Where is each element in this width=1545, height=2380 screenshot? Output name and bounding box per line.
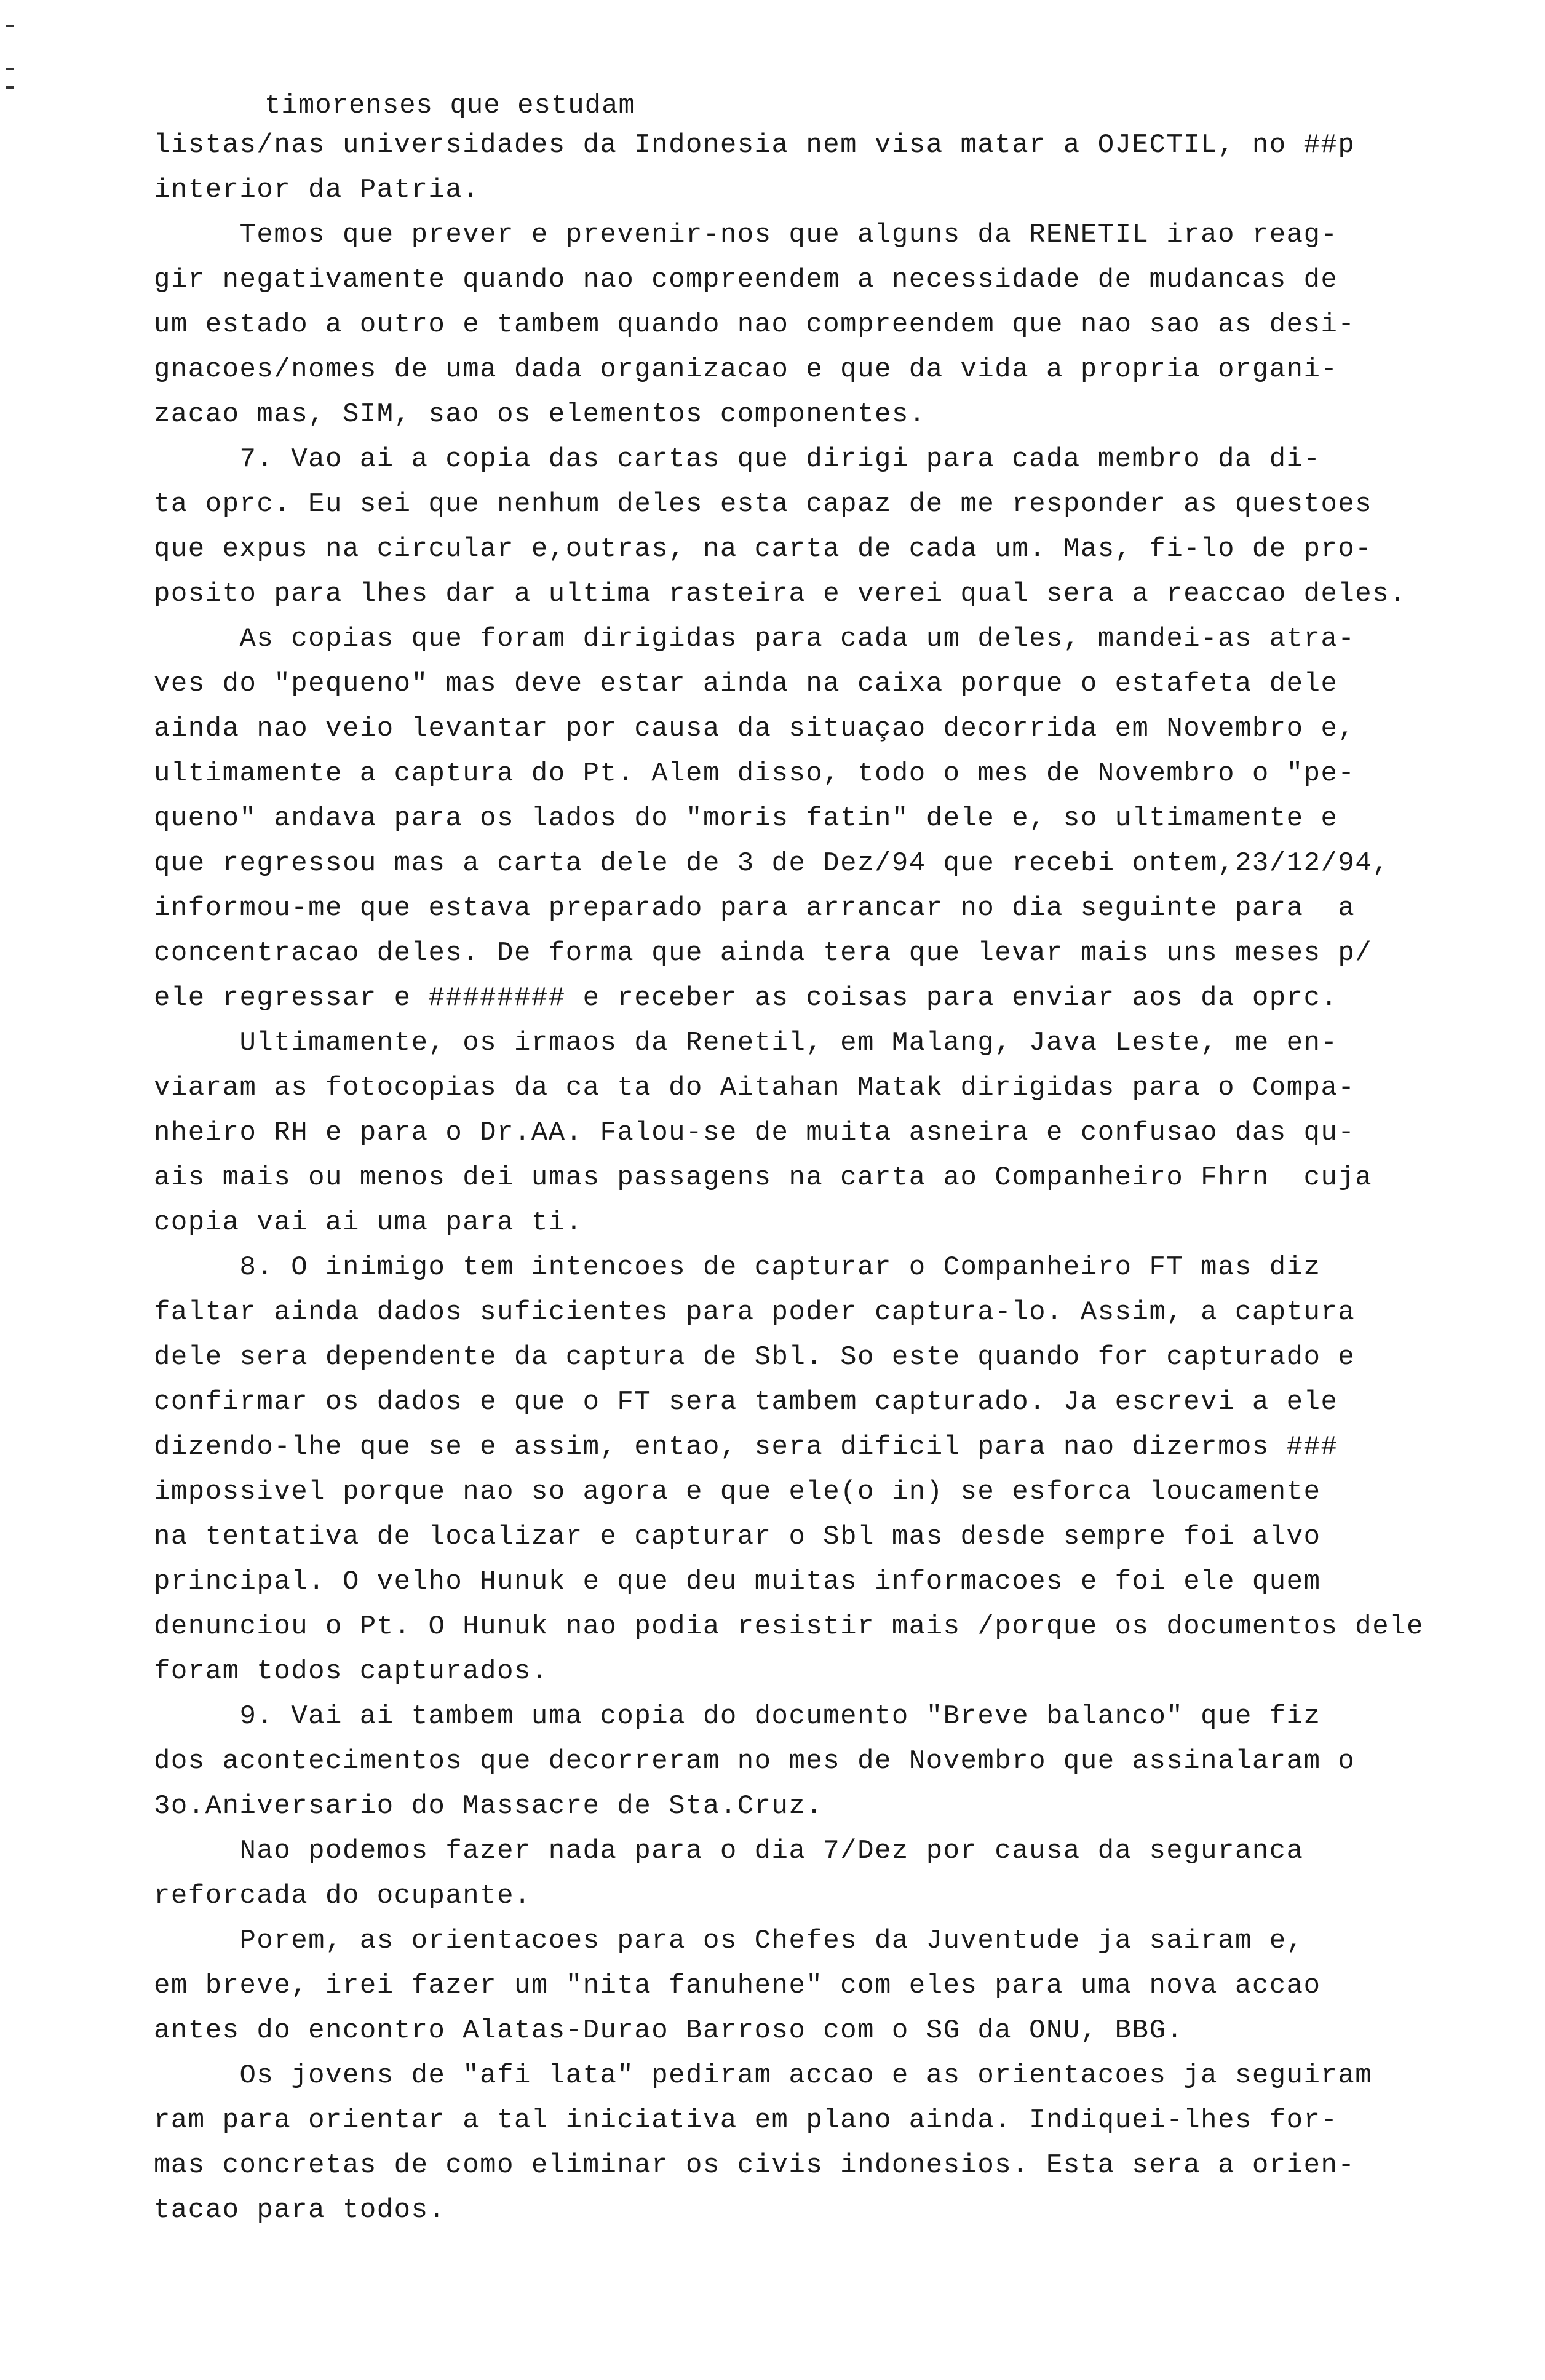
text-line: foram todos capturados. [154, 1656, 549, 1687]
text-line: faltar ainda dados suficientes para poder captura-lo. Assim, a captura [154, 1297, 1356, 1328]
margin-mark [6, 68, 14, 70]
text-line: denunciou o Pt. O Hunuk nao podia resistir mais /porque os documentos dele [154, 1611, 1424, 1642]
text-line: dos acontecimentos que decorreram no mes de Novembro que assinalaram o [154, 1746, 1356, 1777]
text-line: posito para lhes dar a ultima rasteira e verei qual sera a reaccao deles. [154, 579, 1407, 609]
text-line: Temos que prever e prevenir-nos que alguns da RENETIL irao reag- [154, 220, 1338, 250]
text-line: concentracao deles. De forma que ainda tera que levar mais uns meses p/ [154, 938, 1373, 969]
text-line: reforcada do ocupante. [154, 1881, 531, 1911]
text-line: viaram as fotocopias da ca ta do Aitahan Matak dirigidas para o Compa- [154, 1073, 1356, 1103]
text-line: mas concretas de como eliminar os civis indonesios. Esta sera a orien- [154, 2150, 1356, 2181]
text-line: gir negativamente quando nao compreendem a necessidade de mudancas de [154, 264, 1338, 295]
text-line: gnacoes/nomes de uma dada organizacao e que da vida a propria organi- [154, 354, 1338, 385]
text-line: copia vai ai uma para ti. [154, 1207, 583, 1238]
text-line: ais mais ou menos dei umas passagens na carta ao Companheiro Fhrn cuja [154, 1162, 1373, 1193]
text-line: 9. Vai ai tambem uma copia do documento "Breve balanco" que fiz [154, 1701, 1321, 1732]
text-line: dizendo-lhe que se e assim, entao, sera dificil para nao dizermos ### [154, 1432, 1338, 1462]
text-line: um estado a outro e tambem quando nao compreendem que nao sao as desi- [154, 309, 1356, 340]
text-line: listas/nas universidades da Indonesia nem visa matar a OJECTIL, no ##p [154, 130, 1356, 161]
text-line: impossivel porque nao so agora e que ele(o in) se esforca loucamente [154, 1477, 1321, 1507]
document-body [154, 123, 1482, 2233]
text-line: ves do "pequeno" mas deve estar ainda na caixa porque o estafeta dele [154, 668, 1338, 699]
text-line: na tentativa de localizar e capturar o Sbl mas desde sempre foi alvo [154, 1521, 1321, 1552]
text-line: nheiro RH e para o Dr.AA. Falou-se de muita asneira e confusao das qu- [154, 1117, 1356, 1148]
text-line: ultimamente a captura do Pt. Alem disso, todo o mes de Novembro o "pe- [154, 758, 1356, 789]
text-line: dele sera dependente da captura de Sbl. So este quando for capturado e [154, 1342, 1356, 1373]
margin-mark [6, 25, 14, 27]
text-line: antes do encontro Alatas-Durao Barroso com o SG da ONU, BBG. [154, 2015, 1184, 2046]
text-line: Ultimamente, os irmaos da Renetil, em Malang, Java Leste, me en- [154, 1028, 1338, 1058]
text-line: ele regressar e ######## e receber as coisas para enviar aos da oprc. [154, 983, 1338, 1013]
text-line: Os jovens de "afi lata" pediram accao e as orientacoes ja seguiram [154, 2060, 1373, 2091]
handwritten-insertion: timorenses que estudam [264, 90, 635, 121]
text-line: 7. Vao ai a copia das cartas que dirigi para cada membro da di- [154, 444, 1321, 475]
text-line: confirmar os dados e que o FT sera tambem capturado. Ja escrevi a ele [154, 1387, 1338, 1418]
text-line: tacao para todos. [154, 2195, 446, 2226]
text-line: zacao mas, SIM, sao os elementos componentes. [154, 399, 926, 430]
text-line: que regressou mas a carta dele de 3 de Dez/94 que recebi ontem,23/12/94, [154, 848, 1390, 879]
text-line: ainda nao veio levantar por causa da situaçao decorrida em Novembro e, [154, 713, 1356, 744]
text-line: informou-me que estava preparado para arrancar no dia seguinte para a [154, 893, 1356, 924]
text-line: queno" andava para os lados do "moris fatin" dele e, so ultimamente e [154, 803, 1338, 834]
text-line: interior da Patria. [154, 175, 480, 205]
text-line: Nao podemos fazer nada para o dia 7/Dez por causa da seguranca [154, 1836, 1304, 1866]
text-line: que expus na circular e,outras, na carta de cada um. Mas, fi-lo de pro- [154, 534, 1373, 565]
text-line: ram para orientar a tal iniciativa em plano ainda. Indiquei-lhes for- [154, 2105, 1338, 2136]
margin-mark [6, 86, 14, 89]
text-line: principal. O velho Hunuk e que deu muitas informacoes e foi ele quem [154, 1566, 1321, 1597]
text-line: Porem, as orientacoes para os Chefes da Juventude ja sairam e, [154, 1926, 1304, 1956]
text-line: 3o.Aniversario do Massacre de Sta.Cruz. [154, 1791, 824, 1822]
text-line: 8. O inimigo tem intencoes de capturar o Companheiro FT mas diz [154, 1252, 1321, 1283]
text-line: em breve, irei fazer um "nita fanuhene" com eles para uma nova accao [154, 1970, 1321, 2001]
text-line: ta oprc. Eu sei que nenhum deles esta capaz de me responder as questoes [154, 489, 1373, 520]
text-line: As copias que foram dirigidas para cada um deles, mandei-as atra- [154, 624, 1356, 654]
